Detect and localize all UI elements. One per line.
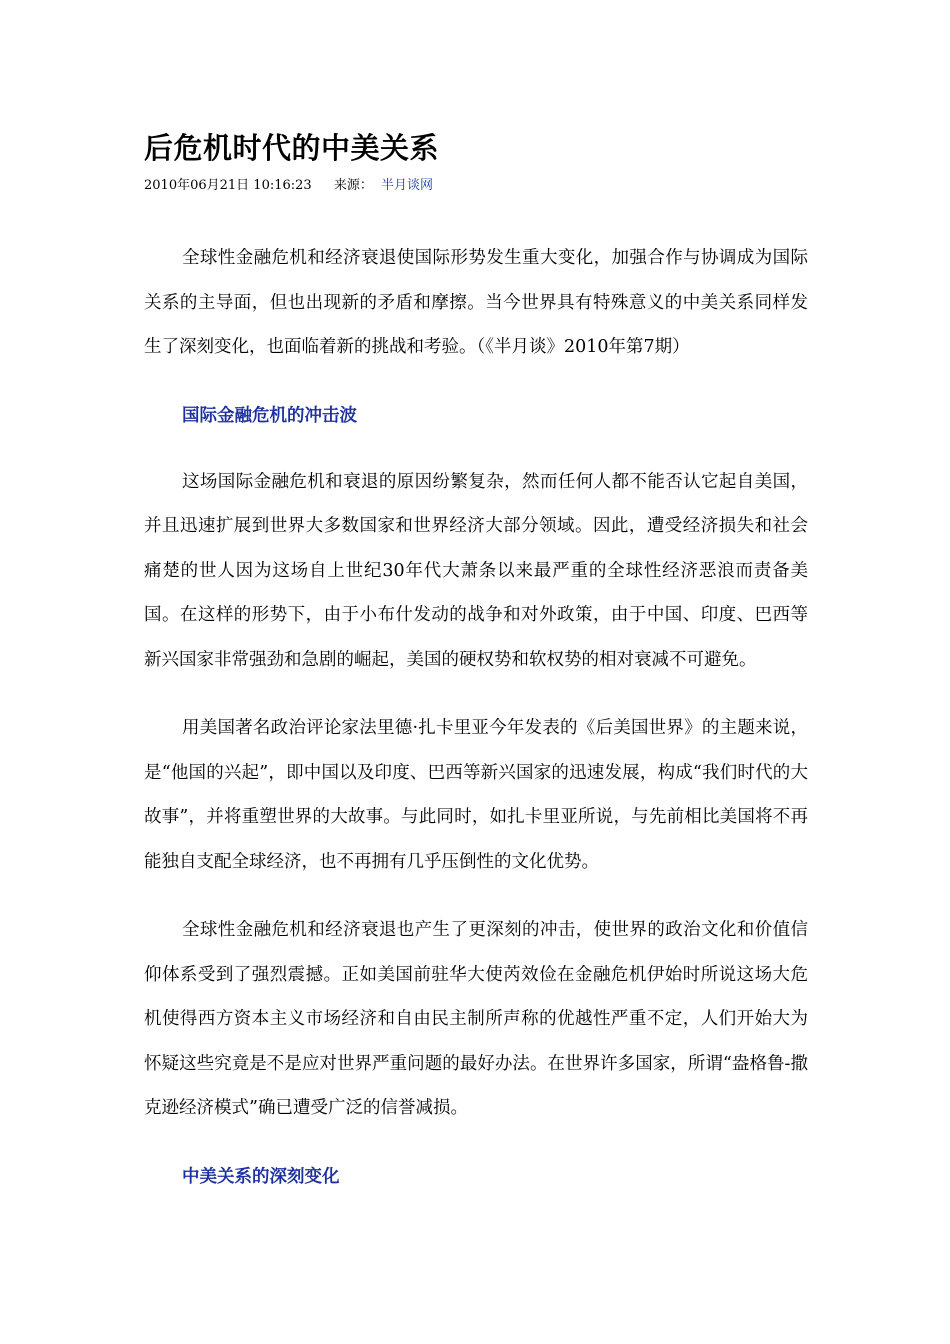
body-paragraph: 用美国著名政治评论家法里德·扎卡里亚今年发表的《后美国世界》的主题来说，是“他国的兴起”，即中国以及印度、巴西等新兴国家的迅速发展，构成“我们时代的大故事”，并将重塑世界的大故事。与此同时，如扎卡里亚所说，与先前相比美国将不再能独自支配全球经济，也不再拥有几乎压倒性的文化优势。: [144, 718, 808, 872]
source-label: 来源：: [333, 178, 373, 193]
body-paragraph: 全球性金融危机和经济衰退也产生了更深刻的冲击，使世界的政治文化和价值信仰体系受到了强烈震撼。正如美国前驻华大使芮效俭在金融危机伊始时所说这场大危机使得西方资本主义市场经济和自由民主制所声称的优越性严重不定，人们开始大为怀疑这些究竟是不是应对世界严重问题的最好办法。在世界许多国家，所谓“盎格鲁-撒克逊经济模式”确已遭受广泛的信誉减损。: [144, 920, 808, 1118]
article-body: [144, 236, 808, 1221]
source-link[interactable]: 半月谈网: [380, 178, 433, 193]
body-paragraph: 这场国际金融危机和衰退的原因纷繁复杂，然而任何人都不能否认它起自美国，并且迅速扩展到世界大多数国家和世界经济大部分领域。因此，遭受经济损失和社会痛楚的世人因为这场自上世纪30年代大萧条以来最严重的全球性经济恶浪而责备美国。在这样的形势下，由于小布什发动的战争和对外政策，由于中国、印度、巴西等新兴国家非常强劲和急剧的崛起，美国的硬权势和软权势的相对衰减不可避免。: [144, 471, 808, 670]
intro-paragraph: 全球性金融危机和经济衰退使国际形势发生重大变化，加强合作与协调成为国际关系的主导面，但也出现新的矛盾和摩擦。当今世界具有特殊意义的中美关系同样发生了深刻变化，也面临着新的挑战和考验。（《半月谈》2010年第7期）: [144, 248, 808, 357]
publish-date: 2010年06月21日 10:16:23: [144, 178, 312, 193]
article-meta: [144, 176, 433, 196]
section-heading-sino-us-changes: 中美关系的深刻变化: [182, 1166, 340, 1187]
section-heading-financial-crisis: 国际金融危机的冲击波: [182, 405, 357, 426]
article-title: 后危机时代的中美关系: [144, 131, 440, 165]
